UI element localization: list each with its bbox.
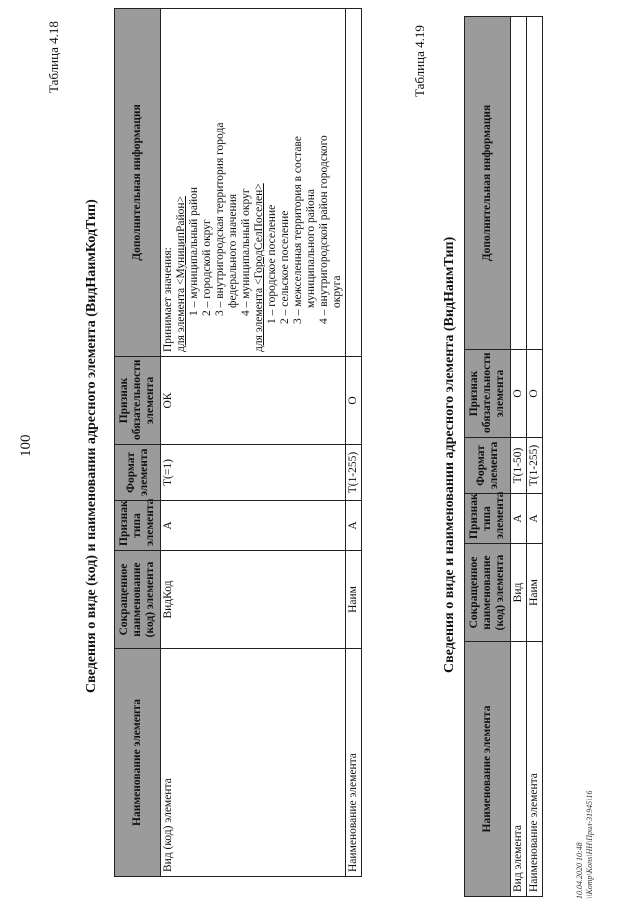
table-caption: Таблица 4.19 xyxy=(412,25,427,97)
info-line: для элемента <МуниципРайон> xyxy=(175,196,187,352)
cell-type: А xyxy=(511,494,527,544)
column-header: Признак обязательности элемента xyxy=(115,357,161,445)
info-line: Принимает значения: xyxy=(162,247,174,352)
column-header: Наименование элемента xyxy=(115,649,161,877)
table-header-row xyxy=(465,17,511,897)
cell-info xyxy=(346,9,362,357)
column-header: Признак обязательности элемента xyxy=(465,350,511,438)
info-line: 1 – муниципальный район xyxy=(188,186,200,316)
info-line: 2 – сельское поселение xyxy=(279,210,291,324)
info-line: 1 – городское поселение xyxy=(266,204,278,324)
cell-required: О xyxy=(527,350,543,438)
data-table xyxy=(114,8,362,877)
column-header: Сокращенное наименование (код) элемента xyxy=(465,544,511,642)
column-header: Формат элемента xyxy=(115,445,161,501)
info-line: муниципального района xyxy=(305,189,317,308)
data-table xyxy=(464,16,543,897)
cell-code: Наим xyxy=(527,544,543,642)
info-line: 4 – внутригородской район городского xyxy=(318,135,330,324)
info-line: 3 – внутригородская территория города xyxy=(214,122,226,316)
column-header: Признак типа элемента xyxy=(115,501,161,551)
footer-timestamp: 10.04.2020 10:48 xyxy=(575,842,584,899)
column-header: Дополнительная информация xyxy=(115,9,161,357)
table-caption: Таблица 4.18 xyxy=(46,21,61,93)
table-row xyxy=(161,9,346,877)
cell-type: А xyxy=(346,501,362,551)
cell-name: Вид элемента xyxy=(511,642,527,897)
cell-format: Т(=1) xyxy=(161,445,346,501)
table-row xyxy=(346,9,362,877)
document-footer xyxy=(575,791,595,899)
table-title: Сведения о виде и наименовании адресного элемента (ВидНаимТип) xyxy=(442,236,457,673)
table-row xyxy=(527,17,543,897)
info-line: 2 – городской округ xyxy=(201,219,213,316)
cell-type: А xyxy=(161,501,346,551)
cell-info xyxy=(511,17,527,350)
cell-name: Наименование элемента xyxy=(346,649,362,877)
info-line: 3 – межселенная территория в составе xyxy=(292,136,304,324)
column-header: Дополнительная информация xyxy=(465,17,511,350)
cell-info xyxy=(161,9,346,357)
column-header: Сокращенное наименование (код) элемента xyxy=(115,551,161,649)
table-title: Сведения о виде (код) и наименовании адресного элемента (ВидНаимКодТип) xyxy=(84,199,99,693)
table-header-row xyxy=(115,9,161,877)
cell-name: Вид (код) элемента xyxy=(161,649,346,877)
cell-format: Т(1-255) xyxy=(346,445,362,501)
table-row xyxy=(511,17,527,897)
cell-code: Наим xyxy=(346,551,362,649)
page-number: 100 xyxy=(18,434,34,457)
cell-info xyxy=(527,17,543,350)
cell-required: О xyxy=(511,350,527,438)
cell-required: О xyxy=(346,357,362,445)
column-header: Признак типа элемента xyxy=(465,494,511,544)
footer-file-path: \\Komp\Kons\НН\Прил-31945\16 xyxy=(585,790,594,899)
cell-code: Вид xyxy=(511,544,527,642)
cell-type: А xyxy=(527,494,543,544)
info-line: 4 – муниципальный округ xyxy=(240,188,252,316)
column-header: Формат элемента xyxy=(465,438,511,494)
cell-format: Т(1-255) xyxy=(527,438,543,494)
info-line: для элемента <ГородСелПоселен> xyxy=(253,183,265,352)
column-header: Наименование элемента xyxy=(465,642,511,897)
info-line: федерального значения xyxy=(227,193,239,308)
cell-format: Т(1-50) xyxy=(511,438,527,494)
cell-name: Наименование элемента xyxy=(527,642,543,897)
cell-code: ВидКод xyxy=(161,551,346,649)
cell-required: ОК xyxy=(161,357,346,445)
info-line: округа xyxy=(331,275,343,308)
